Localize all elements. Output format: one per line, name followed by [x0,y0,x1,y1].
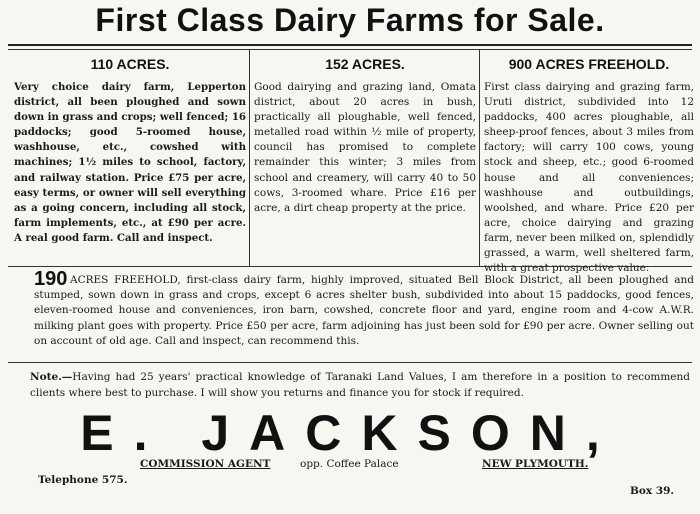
agent-title: COMMISSION AGENT [140,458,271,470]
agent-name: E. JACKSON, [80,405,620,461]
listing-110-acres [14,56,246,266]
page-title: First Class Dairy Farms for Sale. [95,2,605,38]
note-text: Having had 25 years' practical knowledge of Taranaki Land Values, I am therefore in a position to recommend clients where best to purchase. I will show you returns and finance you for stock if required. [30,371,690,399]
column-divider [249,50,250,266]
note-paragraph [30,370,690,401]
column-divider [479,50,480,266]
listing-152-acres [254,56,476,266]
listing-heading: 152 ACRES. [325,56,405,72]
listing-heading: 900 ACRES FREEHOLD. [508,56,670,72]
listing-900-acres [484,56,694,275]
listing-body: ACRES FREEHOLD, first-class dairy farm, highly improved, situated Bell Block District, all been ploughed and stumped, sown down in grass and crops, except 6 acres shelter bush, subdivided into about 15 paddocks, good fences, eleven-roomed house and conveniences, iron barn, cowshed, concrete floor and yard, engine room and 4-cow A.W.R. milking plant goes with property. Price £50 per acre, farm adjoining has just been sold for £90 per acre. Owner selling out on account of old age. Call and inspect, can recommend this. [34,274,694,347]
listing-190-acres [34,273,694,349]
top-divider-thin [8,49,692,50]
listing-heading: 110 ACRES. [90,56,170,72]
top-divider [8,44,692,46]
section-divider [8,362,692,363]
agent-town: NEW PLYMOUTH. [482,458,589,470]
agent-address: opp. Coffee Palace [300,458,399,470]
agent-box: Box 39. [630,485,675,497]
listing-190-number: 190 [34,268,68,290]
note-label: Note.— [30,371,73,383]
listing-body: First class dairying and grazing farm, Uruti district, subdivided into 12 paddocks, 400 acres ploughable, all sheep-proof fences, about 3 miles from factory; will carry 100 cows, young stock and sheep, etc.; good 6-roomed house and all conveniences; washhouse and outbuildings, woolshed, and whare. Price £20 per acre, choice dairying and grazing farm, never been milked on, splendidly grassed, a warm, well sheltered farm, with a great prospective value. [484,81,694,275]
section-divider [8,266,692,267]
listing-body: Good dairying and grazing land, Omata district, about 20 acres in bush, practically all ploughable, well fenced, metalled road within ½ mile of property, council has promised to complete remainder this winter; 3 miles from school and creamery, will carry 40 to 50 cows, 3-roomed whare. Price £16 per acre, a dirt cheap property at the price. [254,81,476,214]
listing-body: Very choice dairy farm, Lepperton district, all been ploughed and sown down in grass and crops; well fenced; 16 paddocks; good 5-roomed house, washhouse, etc., cowshed with machines; 1½ miles to school, factory, and railway station. Price £75 per acre, easy terms, or owner will sell everything as a going concern, including all stock, farm implements, etc., at £90 per acre. A real good farm. Call and inspect. [14,81,246,244]
agent-telephone: Telephone 575. [38,474,128,486]
